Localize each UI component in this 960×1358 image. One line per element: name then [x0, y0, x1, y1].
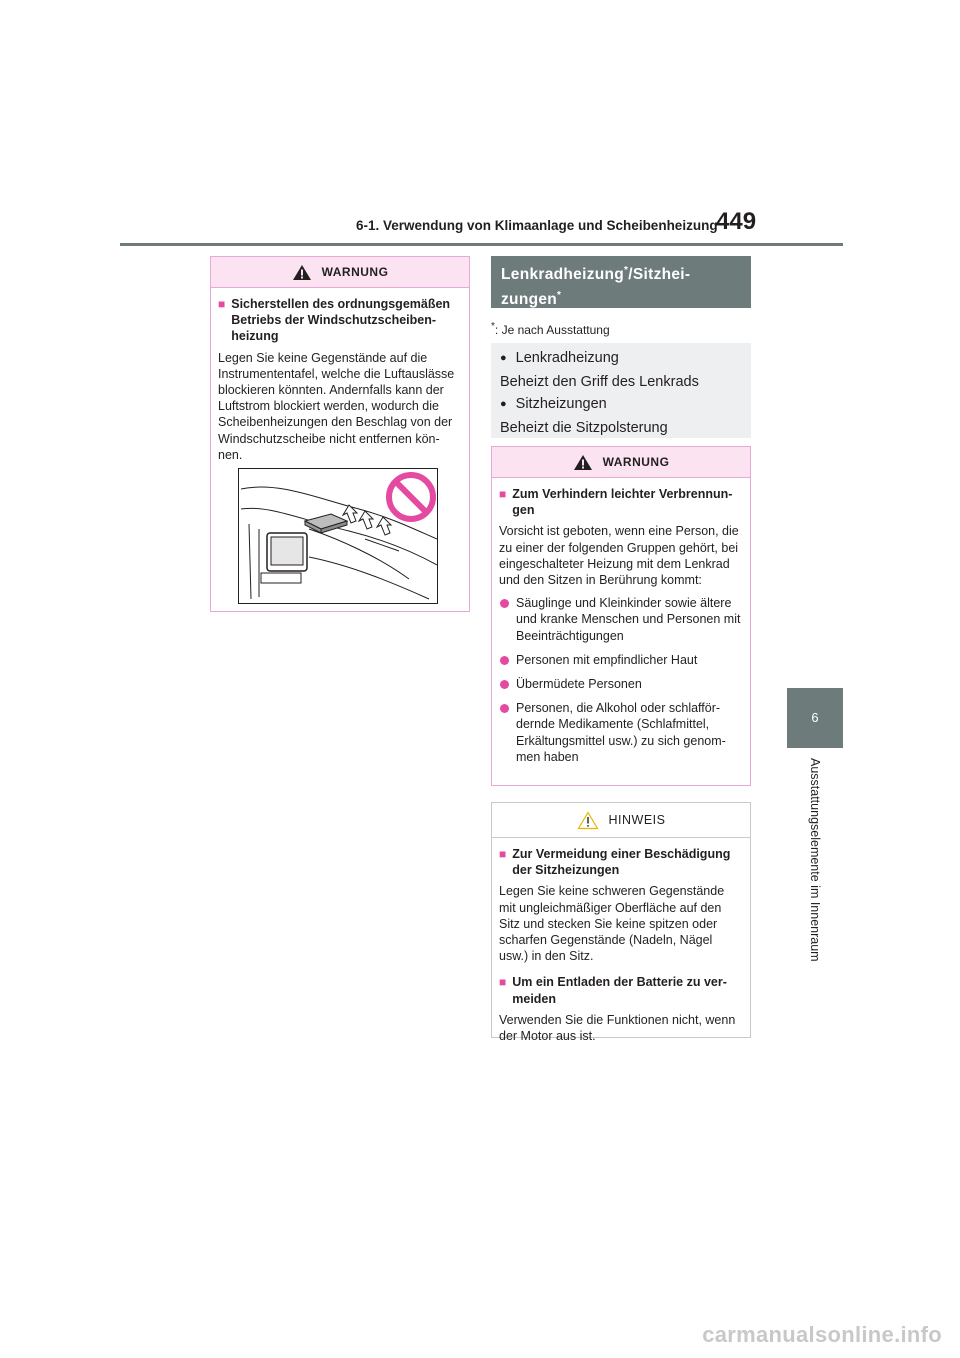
section-heading-part3: zungen — [501, 291, 558, 309]
square-bullet-icon: ■ — [218, 297, 226, 311]
notice-text-1: Legen Sie keine schweren Gegenstände mit ungleichmäßiger Oberfläche auf den Sitz und stecken Sie keine spitzen oder scharfen Gegenstände (Nadeln, Nägel usw.) in den Sitz. — [499, 884, 725, 964]
dashboard-illustration — [238, 468, 438, 604]
chapter-label: Ausstattungselemente im Innenraum — [808, 758, 822, 962]
square-bullet-icon: ■ — [499, 847, 507, 861]
header-rule — [120, 243, 843, 246]
feature-list — [491, 343, 751, 438]
square-bullet-icon: ■ — [499, 487, 507, 501]
warning-subheading — [218, 296, 462, 345]
page-number: 449 — [716, 208, 757, 235]
section-heading — [491, 256, 751, 308]
bullet-dot-icon — [500, 704, 509, 713]
notice-subheading-text: Um ein Entladen der Batterie zu ver-meiden — [512, 975, 727, 1006]
warning-text: Legen Sie keine Gegenstände auf die Instrumententafel, welche die Luftauslässe blockieren könnten. Andernfalls kann der Luftstrom blockiert werden, wodurch die Scheibenheizungen den Beschlag von der Windschutzscheibe nicht entfernen kön-nen. — [218, 350, 455, 462]
warning-text: Vorsicht ist geboten, wenn eine Person, die zu einer der folgenden Gruppen gehört, bei eingeschalteter Heizung mit dem Lenkrad und den Sitzen in Berührung kommt: — [499, 524, 739, 588]
square-bullet-icon: ■ — [499, 975, 507, 990]
list-item — [499, 676, 743, 692]
warning-subheading-text: Sicherstellen des ordnungsgemäßen Betriebs der Windschutzscheiben-heizung — [231, 297, 451, 344]
warning-box-burns — [491, 446, 751, 786]
warning-triangle-icon — [573, 454, 593, 471]
feature-item-steering: ● Lenkradheizung — [500, 347, 742, 371]
list-item — [499, 652, 743, 668]
footnote-mark: * — [491, 321, 495, 332]
warning-triangle-icon — [292, 264, 312, 281]
notice-subheading-text: Zur Vermeidung einer Beschädigung der Sitzheizungen — [512, 847, 731, 878]
footnote-mark: * — [624, 265, 629, 276]
bullet-dot-icon — [500, 656, 509, 665]
section-heading-part2: /Sitzhei- — [628, 266, 691, 284]
chapter-tab: 6 — [787, 688, 843, 748]
list-item-text: Übermüdete Personen — [516, 677, 642, 692]
list-item — [499, 700, 743, 765]
notice-box — [491, 802, 751, 1044]
warning-title: WARNUNG — [602, 455, 670, 469]
warning-subheading-text: Zum Verhindern leichter Verbrennun-gen — [512, 487, 733, 518]
bullet-dot-icon — [500, 599, 509, 608]
warning-title: WARNUNG — [321, 265, 389, 279]
section-heading-part1: Lenkradheizung — [501, 266, 625, 284]
notice-subheading-1 — [499, 846, 743, 878]
footnote-text: : Je nach Ausstattung — [494, 323, 610, 337]
dashboard-blocked-vent-image — [239, 469, 437, 603]
list-item-text: Personen, die Alkohol oder schlafför-dernde Medikamente (Schlafmittel, Erkältungsmittel usw.) zu sich genom-men haben — [516, 701, 726, 764]
running-header-title: 6-1. Verwendung von Klimaanlage und Scheibenheizung — [356, 218, 718, 233]
list-item-text: Säuglinge und Kleinkinder sowie ältere und kranke Menschen und Personen mit Beeinträchtigungen — [516, 596, 741, 643]
feature-desc-steering: Beheizt den Griff des Lenkrads — [500, 373, 699, 390]
warning-subheading — [499, 486, 743, 518]
warning-header — [492, 447, 750, 478]
watermark: carmanualsonline.info — [702, 1322, 942, 1347]
feature-desc-seats: Beheizt die Sitzpolsterung — [500, 419, 668, 436]
notice-title: HINWEIS — [608, 813, 666, 827]
notice-subheading-2 — [499, 974, 743, 1006]
warning-header — [211, 257, 469, 288]
list-item-text: Personen mit empfindlicher Haut — [516, 652, 698, 667]
list-item — [499, 595, 743, 644]
bullet-dot-icon — [500, 680, 509, 689]
caution-outline-icon — [577, 811, 599, 830]
notice-header — [492, 803, 750, 838]
notice-text-2: Verwenden Sie die Funktionen nicht, wenn der Motor aus ist. — [499, 1012, 736, 1044]
footnote-mark: * — [557, 290, 562, 302]
footnote — [491, 321, 610, 337]
feature-item-seats: ● Sitzheizungen — [500, 393, 742, 417]
